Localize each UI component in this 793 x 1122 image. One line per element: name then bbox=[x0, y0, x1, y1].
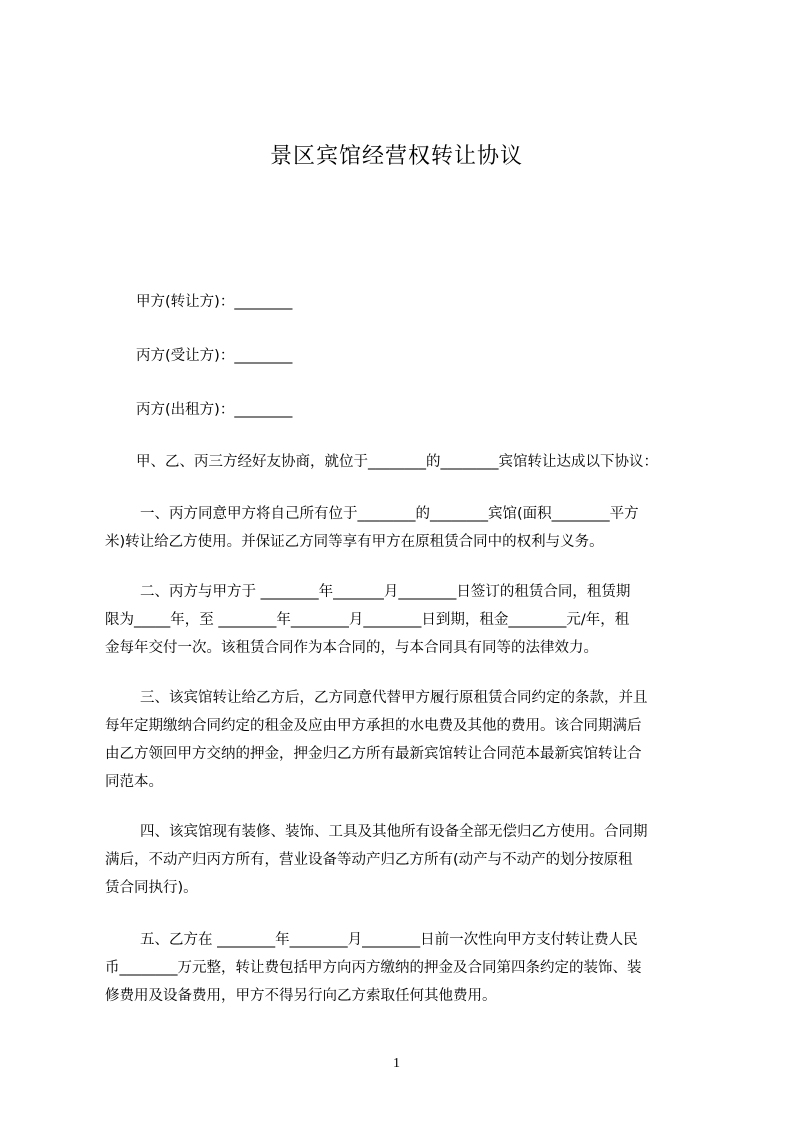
party-transferee: 丙方(受让方)：________ bbox=[136, 348, 293, 364]
clause-line: 限为_____年，至 ________年________月________日到期，租金________元/年，租 bbox=[105, 612, 630, 628]
clause-1 bbox=[105, 500, 705, 556]
intro-paragraph: 甲、乙、丙三方经好友协商，就位于________的________宾馆转让达成以下协议： bbox=[136, 454, 658, 470]
clause-line: 赁合同执行)。 bbox=[105, 880, 198, 896]
clause-line: 米)转让给乙方使用。并保证乙方同等享有甲方在原租赁合同中的权利与义务。 bbox=[105, 534, 604, 550]
clause-line: 五、乙方在 ________年________月________日前一次性向甲方支付转让费人民 bbox=[140, 932, 638, 948]
clause-3 bbox=[105, 684, 705, 796]
page-number: 1 bbox=[393, 1056, 400, 1071]
clause-line: 修费用及设备费用，甲方不得另行向乙方索取任何其他费用。 bbox=[105, 988, 497, 1004]
clause-5 bbox=[105, 926, 705, 1010]
clause-line: 满后，不动产归丙方所有，营业设备等动产归乙方所有(动产与不动产的划分按原租 bbox=[105, 852, 633, 868]
clause-line: 由乙方领回甲方交纳的押金，押金归乙方所有最新宾馆转让合同范本最新宾馆转让合 bbox=[105, 746, 642, 762]
clause-line: 一、丙方同意甲方将自己所有位于________的________宾馆(面积________平方 bbox=[140, 506, 639, 522]
clause-line: 三、该宾馆转让给乙方后，乙方同意代替甲方履行原租赁合同约定的条款，并且 bbox=[140, 690, 648, 706]
clause-line: 四、该宾馆现有装修、装饰、工具及其他所有设备全部无偿归乙方使用。合同期 bbox=[140, 824, 648, 840]
clause-2 bbox=[105, 578, 705, 662]
clause-4 bbox=[105, 818, 705, 902]
clause-line: 同范本。 bbox=[105, 774, 163, 790]
party-lessor: 丙方(出租方)：________ bbox=[136, 402, 293, 418]
clause-line: 金每年交付一次。该租赁合同作为本合同的，与本合同具有同等的法律效力。 bbox=[105, 640, 598, 656]
party-transferor: 甲方(转让方)：________ bbox=[136, 294, 293, 310]
clause-line: 每年定期缴纳合同约定的租金及应由甲方承担的水电费及其他的费用。该合同期满后 bbox=[105, 718, 642, 734]
document-title: 景区宾馆经营权转让协议 bbox=[269, 144, 523, 169]
clause-line: 币________万元整，转让费包括甲方向丙方缴纳的押金及合同第四条约定的装饰、装 bbox=[105, 960, 642, 976]
clause-line: 二、丙方与甲方于 ________年_______月________日签订的租赁合同，租赁期 bbox=[140, 584, 631, 600]
